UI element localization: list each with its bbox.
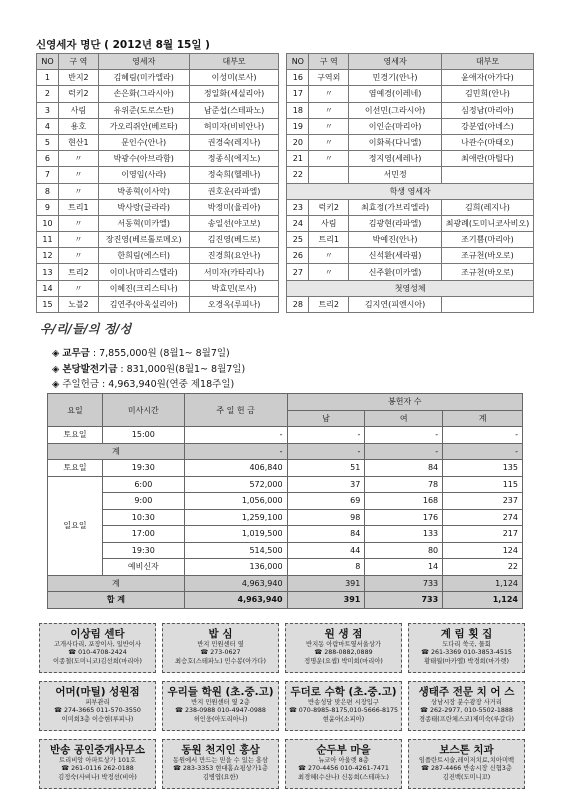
baptism-row [37, 215, 534, 231]
row-godparent: 서미자(카타리나) [189, 264, 279, 280]
ad-line: 현윤아(소피아) [322, 715, 365, 723]
col-female: 여 [365, 410, 443, 427]
row-amount: 1,259,100 [184, 509, 287, 526]
row-mass-time: 19:30 [102, 460, 184, 477]
ad-line: ☎ 283-3353 현대홈쇼핑상가1층 [173, 765, 268, 773]
row-baptized: 최효정(가브리엘라) [349, 199, 442, 215]
row-baptized: 손은화(그라시아) [98, 86, 189, 102]
row-godparent: 이성미(로사) [189, 70, 279, 86]
row-female: 84 [365, 460, 443, 477]
row-godparent: 김진영(베드로) [189, 232, 279, 248]
ad-line: 이종철(도미니코)김선희(마리아) [53, 657, 142, 665]
row-total: 1,124 [443, 575, 523, 592]
row-district: 현산1 [58, 134, 98, 150]
row-male: 37 [287, 476, 365, 493]
row-baptized: 한희림(에스터) [98, 248, 189, 264]
ad-line: ☎ 262-2977, 010-5502-1888 [420, 707, 513, 715]
row-godparent: 허미자(비비안나) [189, 118, 279, 134]
ad-card [39, 739, 156, 789]
row-godparent [441, 167, 533, 183]
row-baptized: 김광현(라파엘) [349, 215, 442, 231]
row-no: 12 [37, 248, 59, 264]
row-baptized: 김지연(피엔시아) [349, 296, 442, 312]
row-district: 트리1 [309, 232, 349, 248]
ad-line: 반지 민원센터 옆 [197, 641, 244, 648]
row-amount: 514,500 [184, 542, 287, 559]
row-amount: 4,963,940 [184, 575, 287, 592]
row-district: 트리2 [58, 264, 98, 280]
ad-line: 정명운(요셉) 박미희(마리아) [304, 657, 383, 665]
row-baptized: 신석환(세라핌) [349, 248, 442, 264]
baptism-row [37, 86, 534, 102]
baptism-row [37, 183, 534, 199]
collection-row [48, 526, 523, 543]
row-godparent: 나관수(마태오) [441, 134, 533, 150]
row-district: 트리1 [58, 199, 98, 215]
collection-row [48, 542, 523, 559]
row-female: - [365, 443, 443, 460]
row-godparent: 남준섭(스테파노) [189, 102, 279, 118]
row-no: 9 [37, 199, 59, 215]
row-district: 반지2 [58, 70, 98, 86]
row-no: 20 [287, 134, 309, 150]
ad-name: 생태주 전문 치 어 스 [418, 686, 515, 698]
ad-line: 피부관리 [85, 699, 110, 706]
baptism-subheading: 학생 영세자 [287, 183, 534, 199]
ad-card [285, 739, 402, 789]
row-baptized: 신주환(미카엘) [349, 264, 442, 280]
row-district: 〃 [58, 167, 98, 183]
ad-grid [39, 623, 527, 795]
row-baptized: 박사랑(글라라) [98, 199, 189, 215]
col-male: 남 [287, 410, 365, 427]
ad-line: 트리비앙 아파트상가 101호 [59, 757, 136, 764]
row-female: 80 [365, 542, 443, 559]
ad-name: 밥 심 [208, 628, 233, 640]
ad-name: 어머(마틸) 성원점 [55, 686, 140, 698]
ad-name: 계 림 횟 집 [440, 628, 493, 640]
row-baptized: 서동혁(미카엘) [98, 215, 189, 231]
row-total: 217 [443, 526, 523, 543]
baptism-row [37, 296, 534, 312]
row-total: 115 [443, 476, 523, 493]
row-total: - [443, 427, 523, 444]
row-amount: 406,840 [184, 460, 287, 477]
ad-name: 보스톤 치과 [439, 744, 494, 756]
row-amount: - [184, 427, 287, 444]
row-total: - [443, 443, 523, 460]
row-no: 19 [287, 118, 309, 134]
row-total: 22 [443, 559, 523, 576]
ad-line: 허인웅(아도리아나) [193, 715, 248, 723]
row-baptized: 이화록(다니엘) [349, 134, 442, 150]
row-district [309, 167, 349, 183]
baptism-row [37, 134, 534, 150]
row-baptized: 정지영(세레나) [349, 151, 442, 167]
row-no: 17 [287, 86, 309, 102]
ad-card [162, 681, 279, 731]
grand-male: 391 [287, 592, 365, 609]
row-godparent: 박정미(율리아) [189, 199, 279, 215]
ad-card [39, 681, 156, 731]
row-godparent: 정일화(세실리아) [189, 86, 279, 102]
row-district: 럭키2 [58, 86, 98, 102]
col-amount: 주 일 헌 금 [184, 394, 287, 427]
row-male: 391 [287, 575, 365, 592]
collection-row [48, 575, 523, 592]
offering-line: ◈ 주일헌금 : 4,963,940원(연중 제18주일) [52, 379, 235, 390]
ad-line: 이미희3층 이승현(루피나) [61, 715, 134, 723]
row-no: 24 [287, 215, 309, 231]
row-male: - [287, 443, 365, 460]
row-no: 18 [287, 102, 309, 118]
baptism-subheading: 첫영성체 [287, 280, 534, 296]
baptism-header-row [37, 54, 534, 70]
row-godparent: 조기쁨(마리아) [441, 232, 533, 248]
collection-row [48, 443, 523, 460]
row-baptized: 이혜진(크리스티나) [98, 280, 189, 296]
grand-total: 1,124 [443, 592, 523, 609]
row-godparent: 윤애자(아가다) [441, 70, 533, 86]
row-godparent: 최애란(마틸다) [441, 151, 533, 167]
row-amount: 1,019,500 [184, 526, 287, 543]
row-no: 4 [37, 118, 59, 134]
row-mass-time: 15:00 [102, 427, 184, 444]
row-amount: - [184, 443, 287, 460]
row-no: 16 [287, 70, 309, 86]
row-baptized: 유위준(도로스탄) [98, 102, 189, 118]
row-baptized: 박예진(안나) [349, 232, 442, 248]
ad-line: 김진백(도미니꼬) [442, 773, 491, 781]
row-male: 8 [287, 559, 365, 576]
ad-name: 원 생 점 [324, 628, 363, 640]
page-title: 신영세자 명단 ( 2012년 8월 15일 ) [36, 39, 210, 51]
grand-total-label: 합 계 [48, 592, 185, 609]
ad-line: 반지 민원센터 옆 2층 [191, 699, 250, 706]
ad-line: 뉴코아 아울렛 8층 [318, 757, 369, 764]
ad-line: 반지동 아람마트옆서울상가 [306, 641, 381, 648]
row-no: 23 [287, 199, 309, 215]
ad-line: ☎ 274-3665 011-570-3550 [54, 707, 141, 715]
ad-line: 최경혜(수산나) 신동희(스테파노) [298, 773, 389, 781]
row-district: 〃 [58, 232, 98, 248]
row-baptized: 문인수(안나) [98, 134, 189, 150]
baptism-row [37, 102, 534, 118]
ad-card [285, 623, 402, 673]
col-godparent: 대부모 [441, 54, 533, 70]
row-day: 토요일 [48, 460, 103, 477]
ad-line: 김정숙(사비나) 박정선(비아) [58, 773, 137, 781]
row-total: 237 [443, 493, 523, 510]
ad-card [162, 739, 279, 789]
row-mass-time: 6:00 [102, 476, 184, 493]
row-baptized: 서민정 [349, 167, 442, 183]
row-godparent: 정종식(에지노) [189, 151, 279, 167]
baptism-row [37, 167, 534, 183]
row-godparent: 조규천(바오로) [441, 264, 533, 280]
row-total: 135 [443, 460, 523, 477]
row-mass-time: 17:00 [102, 526, 184, 543]
ad-name: 순두부 마을 [316, 744, 371, 756]
col-district: 구 역 [309, 54, 349, 70]
row-district: 〃 [309, 118, 349, 134]
row-godparent: 오경옥(루피나) [189, 296, 279, 312]
row-male: 84 [287, 526, 365, 543]
baptism-row [37, 248, 534, 264]
baptism-row [37, 232, 534, 248]
row-female: 78 [365, 476, 443, 493]
row-baptized: 박광수(아브라함) [98, 151, 189, 167]
row-district: 〃 [58, 151, 98, 167]
ad-line: ☎ 070-8985-8175,010-5666-8175 [288, 707, 399, 715]
col-godparent: 대부모 [189, 54, 279, 70]
row-baptized: 김연주(아욱실리아) [98, 296, 189, 312]
ad-line: 경종태(프란체스코)제미숙(루갈다) [419, 715, 514, 723]
ad-line: ☎ 273-0627 [200, 649, 241, 657]
row-female: 176 [365, 509, 443, 526]
baptism-table [36, 53, 534, 313]
row-female: 168 [365, 493, 443, 510]
row-no: 14 [37, 280, 59, 296]
row-amount: 572,000 [184, 476, 287, 493]
row-male: 51 [287, 460, 365, 477]
row-total: 124 [443, 542, 523, 559]
row-no: 7 [37, 167, 59, 183]
row-no: 25 [287, 232, 309, 248]
ad-name: 우리들 학원 (초.중.고) [167, 686, 274, 698]
ad-card [285, 681, 402, 731]
ad-line: ☎ 261-3369 010-3853-4515 [421, 649, 512, 657]
row-no: 3 [37, 102, 59, 118]
row-no: 6 [37, 151, 59, 167]
row-male: 44 [287, 542, 365, 559]
baptism-row [37, 70, 534, 86]
ad-card [408, 739, 525, 789]
row-day: 일요일 [48, 476, 103, 575]
row-district: 〃 [58, 248, 98, 264]
row-godparent: 권경숙(레지나) [189, 134, 279, 150]
col-baptized: 영세자 [98, 54, 189, 70]
row-godparent [441, 296, 533, 312]
row-district: 〃 [309, 264, 349, 280]
row-district: 〃 [58, 280, 98, 296]
row-godparent: 강분엽(아녜스) [441, 118, 533, 134]
col-district: 구 역 [58, 54, 98, 70]
ad-line: ☎ 261-0116 262-0188 [61, 765, 134, 773]
row-male: - [287, 427, 365, 444]
row-no: 26 [287, 248, 309, 264]
row-mass-time: 예비신자 [102, 559, 184, 576]
ad-name: 두더로 수학 (초.중.고) [290, 686, 397, 698]
collection-row [48, 493, 523, 510]
row-female: 14 [365, 559, 443, 576]
row-godparent: 김희(레지나) [441, 199, 533, 215]
row-godparent: 김민희(안나) [441, 86, 533, 102]
row-godparent: 정숙희(헬레나) [189, 167, 279, 183]
row-no: 5 [37, 134, 59, 150]
collection-grand-total [48, 592, 523, 609]
row-district: 구역외 [309, 70, 349, 86]
ad-line: ☎ 288-0882,0889 [314, 649, 373, 657]
ad-line: ☎ 287-4466 반송시장 신협3층 [421, 765, 512, 773]
ad-name: 이상림 센타 [70, 628, 125, 640]
row-godparent: 송일선(야고보) [189, 215, 279, 231]
row-district: 노블2 [58, 296, 98, 312]
row-male: 69 [287, 493, 365, 510]
baptism-row [37, 151, 534, 167]
col-attendance: 봉헌자 수 [287, 394, 522, 411]
row-district: 〃 [309, 86, 349, 102]
baptism-row [37, 118, 534, 134]
row-no: 22 [287, 167, 309, 183]
col-baptized: 영세자 [349, 54, 442, 70]
ad-line: ☎ 010-4708-2424 [68, 649, 127, 657]
ad-card [39, 623, 156, 673]
row-no: 8 [37, 183, 59, 199]
collection-row [48, 427, 523, 444]
ad-line: 김병엽(요한) [202, 773, 239, 781]
ad-line: 최승호(스테파노) 민수봉(아가다) [175, 657, 266, 665]
ad-name: 동원 천지인 홍삼 [181, 744, 260, 756]
collection-row [48, 559, 523, 576]
row-district: 용호 [58, 118, 98, 134]
offering-heading: 우/리/들/의 정/성 [40, 322, 132, 336]
baptism-row [37, 280, 534, 296]
row-no: 1 [37, 70, 59, 86]
col-no: NO [287, 54, 309, 70]
row-female: - [365, 427, 443, 444]
row-godparent: 심정남(마리아) [441, 102, 533, 118]
col-no: NO [37, 54, 59, 70]
row-district: 〃 [58, 215, 98, 231]
row-amount: 136,000 [184, 559, 287, 576]
offering-line: ◈ 본당발전기금 : 831,000원(8월1~ 8월7일) [52, 364, 246, 375]
row-no: 27 [287, 264, 309, 280]
row-mass-time: 10:30 [102, 509, 184, 526]
row-day: 계 [48, 443, 185, 460]
row-no: 15 [37, 296, 59, 312]
baptism-row [37, 264, 534, 280]
row-female: 133 [365, 526, 443, 543]
col-mass-time: 미사시간 [102, 394, 184, 427]
row-district: 〃 [309, 248, 349, 264]
row-baptized: 김혜림(미카엘라) [98, 70, 189, 86]
col-day: 요일 [48, 394, 103, 427]
row-district: 〃 [309, 151, 349, 167]
row-district: 〃 [309, 134, 349, 150]
ad-card [162, 623, 279, 673]
row-baptized: 박종혁(이사악) [98, 183, 189, 199]
row-amount: 1,056,000 [184, 493, 287, 510]
row-baptized: 이영임(사라) [98, 167, 189, 183]
row-district: 트리2 [309, 296, 349, 312]
ad-line: 임플란트시술,레이저치료,치아미백 [418, 757, 515, 764]
ad-line: 도다리 쑥국, 물회 [442, 641, 491, 648]
row-district: 사림 [58, 102, 98, 118]
grand-female: 733 [365, 592, 443, 609]
ad-card [408, 623, 525, 673]
col-total: 계 [443, 410, 523, 427]
row-day: 계 [48, 575, 185, 592]
ad-line: 고개사다리, 포장이사, 일반이사 [53, 641, 142, 648]
row-godparent: 조규천(바오로) [441, 248, 533, 264]
row-no: 2 [37, 86, 59, 102]
row-day: 토요일 [48, 427, 103, 444]
row-district: 〃 [58, 183, 98, 199]
collection-row [48, 476, 523, 493]
row-no: 21 [287, 151, 309, 167]
ad-line: 반송성당 맞은편 시장입구 [308, 699, 379, 706]
row-baptized: 가오리쥐안(베르타) [98, 118, 189, 134]
row-district: 사림 [309, 215, 349, 231]
row-godparent: 권호운(라파엘) [189, 183, 279, 199]
row-baptized: 장진영(베르톨로메오) [98, 232, 189, 248]
ad-line: 상남시장 분수광장 사거리 [431, 699, 502, 706]
row-baptized: 이인순(마리아) [349, 118, 442, 134]
row-male: 98 [287, 509, 365, 526]
row-district: 럭키2 [309, 199, 349, 215]
row-total: 274 [443, 509, 523, 526]
collection-table [47, 393, 523, 609]
ad-name: 반송 공인중개사무소 [50, 744, 145, 756]
ad-line: 황태월(마카엘) 박경희(마가렛) [424, 657, 509, 665]
row-no: 11 [37, 232, 59, 248]
baptism-row [37, 199, 534, 215]
row-no: 28 [287, 296, 309, 312]
row-baptized: 민경기(안나) [349, 70, 442, 86]
ad-line: ☎ 270-4456 010-4261-7471 [298, 765, 389, 773]
ad-card [408, 681, 525, 731]
collection-row [48, 460, 523, 477]
collection-row [48, 509, 523, 526]
ad-line: 동원에서 만드는 믿을 수 있는 홍삼 [172, 757, 269, 764]
row-godparent: 진경희(요안나) [189, 248, 279, 264]
row-mass-time: 19:30 [102, 542, 184, 559]
row-baptized: 이미나(마리스텔라) [98, 264, 189, 280]
row-female: 733 [365, 575, 443, 592]
offering-line: ◈ 교무금 : 7,855,000원 (8월1~ 8월7일) [52, 348, 230, 359]
row-godparent: 최광례(도미니코사비오) [441, 215, 533, 231]
row-no: 13 [37, 264, 59, 280]
ad-line: ☎ 238-0988 010-4947-0988 [175, 707, 266, 715]
row-baptized: 염예경(이레네) [349, 86, 442, 102]
row-district: 〃 [309, 102, 349, 118]
row-mass-time: 9:00 [102, 493, 184, 510]
grand-amount: 4,963,940 [184, 592, 287, 609]
row-godparent: 박효민(로사) [189, 280, 279, 296]
row-no: 10 [37, 215, 59, 231]
row-baptized: 이선민(그라시아) [349, 102, 442, 118]
